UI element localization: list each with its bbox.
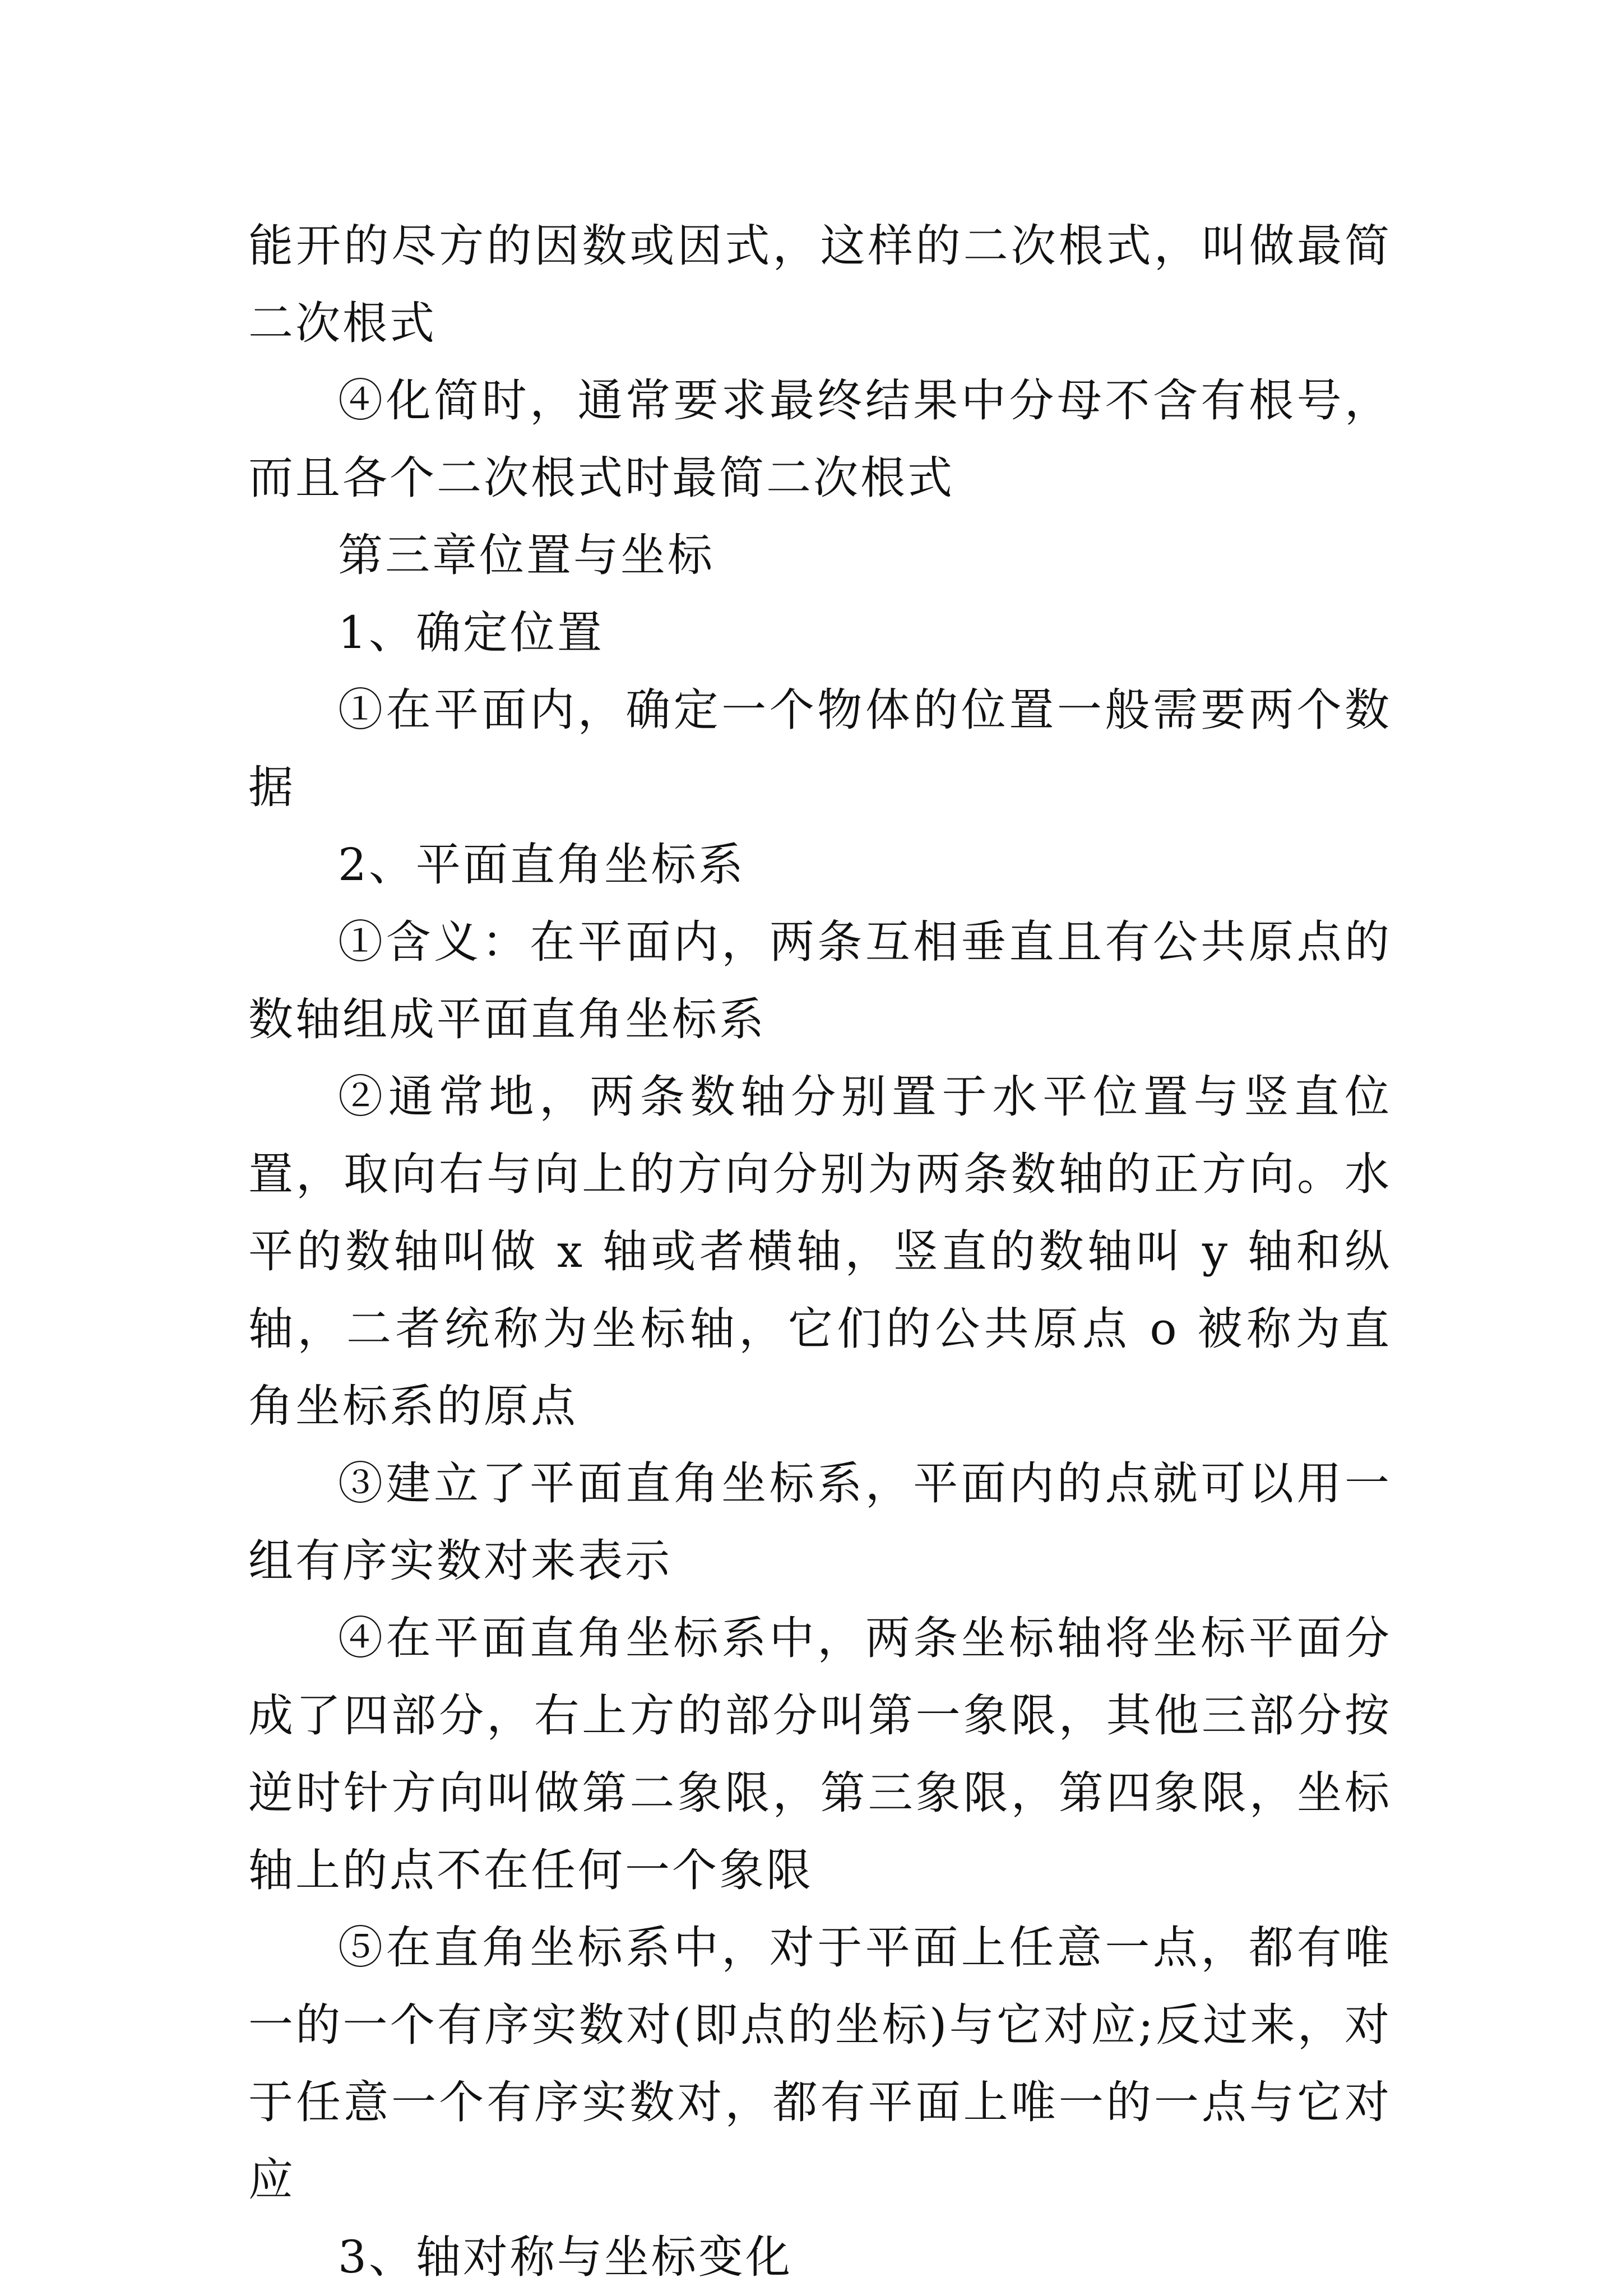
paragraph-1: 能开的尽方的因数或因式，这样的二次根式，叫做最简二次根式 <box>248 220 1392 349</box>
paragraph-8: ②通常地，两条数轴分别置于水平位置与竖直位置，取向右与向上的方向分别为两条数轴的正方向。水平的数轴叫做 x 轴或者横轴，竖直的数轴叫 y 轴和纵轴，二者统称为坐标轴，它们的公共原点 o 被称为直角坐标系的原点 <box>248 1071 1392 1432</box>
paragraph-5: ①在平面内，确定一个物体的位置一般需要两个数据 <box>248 684 1392 813</box>
section-heading-3: 3、轴对称与坐标变化 <box>338 2231 793 2283</box>
paragraph-11: ⑤在直角坐标系中，对于平面上任意一点，都有唯一的一个有序实数对(即点的坐标)与它对应;反过来，对于任意一个有序实数对，都有平面上唯一的一点与它对应 <box>248 1922 1392 2206</box>
section-heading-1: 1、确定位置 <box>338 607 604 659</box>
paragraph-7: ①含义：在平面内，两条互相垂直且有公共原点的数轴组成平面直角坐标系 <box>248 916 1392 1045</box>
section-heading-2: 2、平面直角坐标系 <box>338 839 745 891</box>
chapter-heading: 第三章位置与坐标 <box>338 529 715 581</box>
paragraph-2: ④化简时，通常要求最终结果中分母不含有根号，而且各个二次根式时最简二次根式 <box>248 374 1392 504</box>
document-body <box>248 207 1392 2296</box>
paragraph-10: ④在平面直角坐标系中，两条坐标轴将坐标平面分成了四部分，右上方的部分叫第一象限，其他三部分按逆时针方向叫做第二象限，第三象限，第四象限，坐标轴上的点不在任何一个象限 <box>248 1612 1392 1896</box>
paragraph-9: ③建立了平面直角坐标系，平面内的点就可以用一组有序实数对来表示 <box>248 1457 1392 1587</box>
